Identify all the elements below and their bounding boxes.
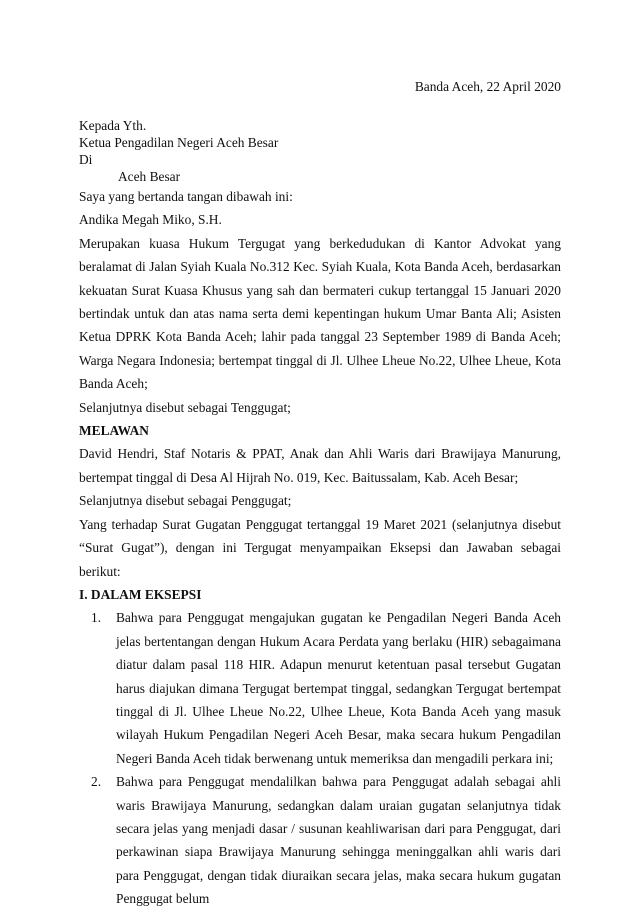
versus-heading: MELAWAN [79,423,149,439]
address-line-4: Aceh Besar [118,169,181,184]
list-item [79,770,561,910]
attorney-name: Andika Megah Miko, S.H. [79,212,222,228]
intro-paragraph: Saya yang bertanda tangan dibawah ini: [79,189,293,204]
list-item-number: 2. [91,774,102,790]
address-line-3: Di [79,152,93,167]
eksepsi-list [79,606,561,910]
reference-paragraph: Yang terhadap Surat Gugatan Penggugat tertanggal 19 Maret 2021 (selanjutnya disebut “Surat Gugat”), dengan ini Tergugat menyampaikan Eksepsi dan Jawaban sebagai berikut: [79,516,561,579]
recipient-address [79,117,561,185]
list-item [79,606,561,770]
list-item-number: 1. [91,610,102,626]
section-heading-eksepsi: I. DALAM EKSEPSI [79,586,202,602]
attorney-description: Merupakan kuasa Hukum Tergugat yang berkedudukan di Kantor Advokat yang beralamat di Jalan Syiah Kuala No.312 Kec. Syiah Kuala, Kota Banda Aceh, berdasarkan kekuatan Surat Kuasa Khusus yang sah dan bermateri cukup tertanggal 15 Januari 2020 bertindak untuk dan atas nama serta demi kepentingan hukum Umar Banta Ali; Asisten Ketua DPRK Kota Banda Aceh; lahir pada tanggal 23 September 1989 di Banda Aceh; Warga Negara Indonesia; bertempat tinggal di Jl. Ulhee Lheue No.22, Ulhee Lheue, Kota Banda Aceh; [79,235,561,392]
letter-body [79,185,561,911]
plaintiff-designation: Selanjutnya disebut sebagai Penggugat; [79,493,292,509]
defendant-designation: Selanjutnya disebut sebagai Tenggugat; [79,399,291,415]
list-item-text: Bahwa para Penggugat mendalilkan bahwa para Penggugat adalah sebagai ahli waris Brawijaya Manurung, sedangkan dalam uraian gugatan selanjutnya tidak secara jelas yang menjadi dasar / susunan keahliwarisan dari para Penggugat, dari perkawinan siapa Brawijaya Manurung sehingga meninggalkan ahli waris dari para Penggugat, dengan tidak diuraikan secara jelas, maka secara hukum gugatan Penggugat belum [116,774,561,907]
list-item-text: Bahwa para Penggugat mengajukan gugatan ke Pengadilan Negeri Banda Aceh jelas bertentangan dengan Hukum Acara Perdata yang berlaku (HIR) sebagaimana diatur dalam pasal 118 HIR. Adapun menurut ketentuan pasal tersebut Gugatan harus diajukan dimana Tergugat bertempat tinggal, sedangkan Tergugat bertempat tinggal di Jl. Ulhee Lheue No.22, Ulhee Lheue, Kota Banda Aceh yang masuk wilayah Hukum Pengadilan Negeri Aceh Besar, maka secara hukum Pengadilan Negeri Banda Aceh tidak berwenang untuk memeriksa dan mengadili perkara ini; [116,610,561,766]
letter-date: Banda Aceh, 22 April 2020 [414,79,561,94]
plaintiff-description: David Hendri, Staf Notaris & PPAT, Anak dan Ahli Waris dari Brawijaya Manurung, bertempat tinggal di Desa Al Hijrah No. 019, Kec. Baitussalam, Kab. Aceh Besar; [79,446,561,485]
address-line-2: Ketua Pengadilan Negeri Aceh Besar [79,135,279,150]
address-line-1: Kepada Yth. [79,118,147,133]
